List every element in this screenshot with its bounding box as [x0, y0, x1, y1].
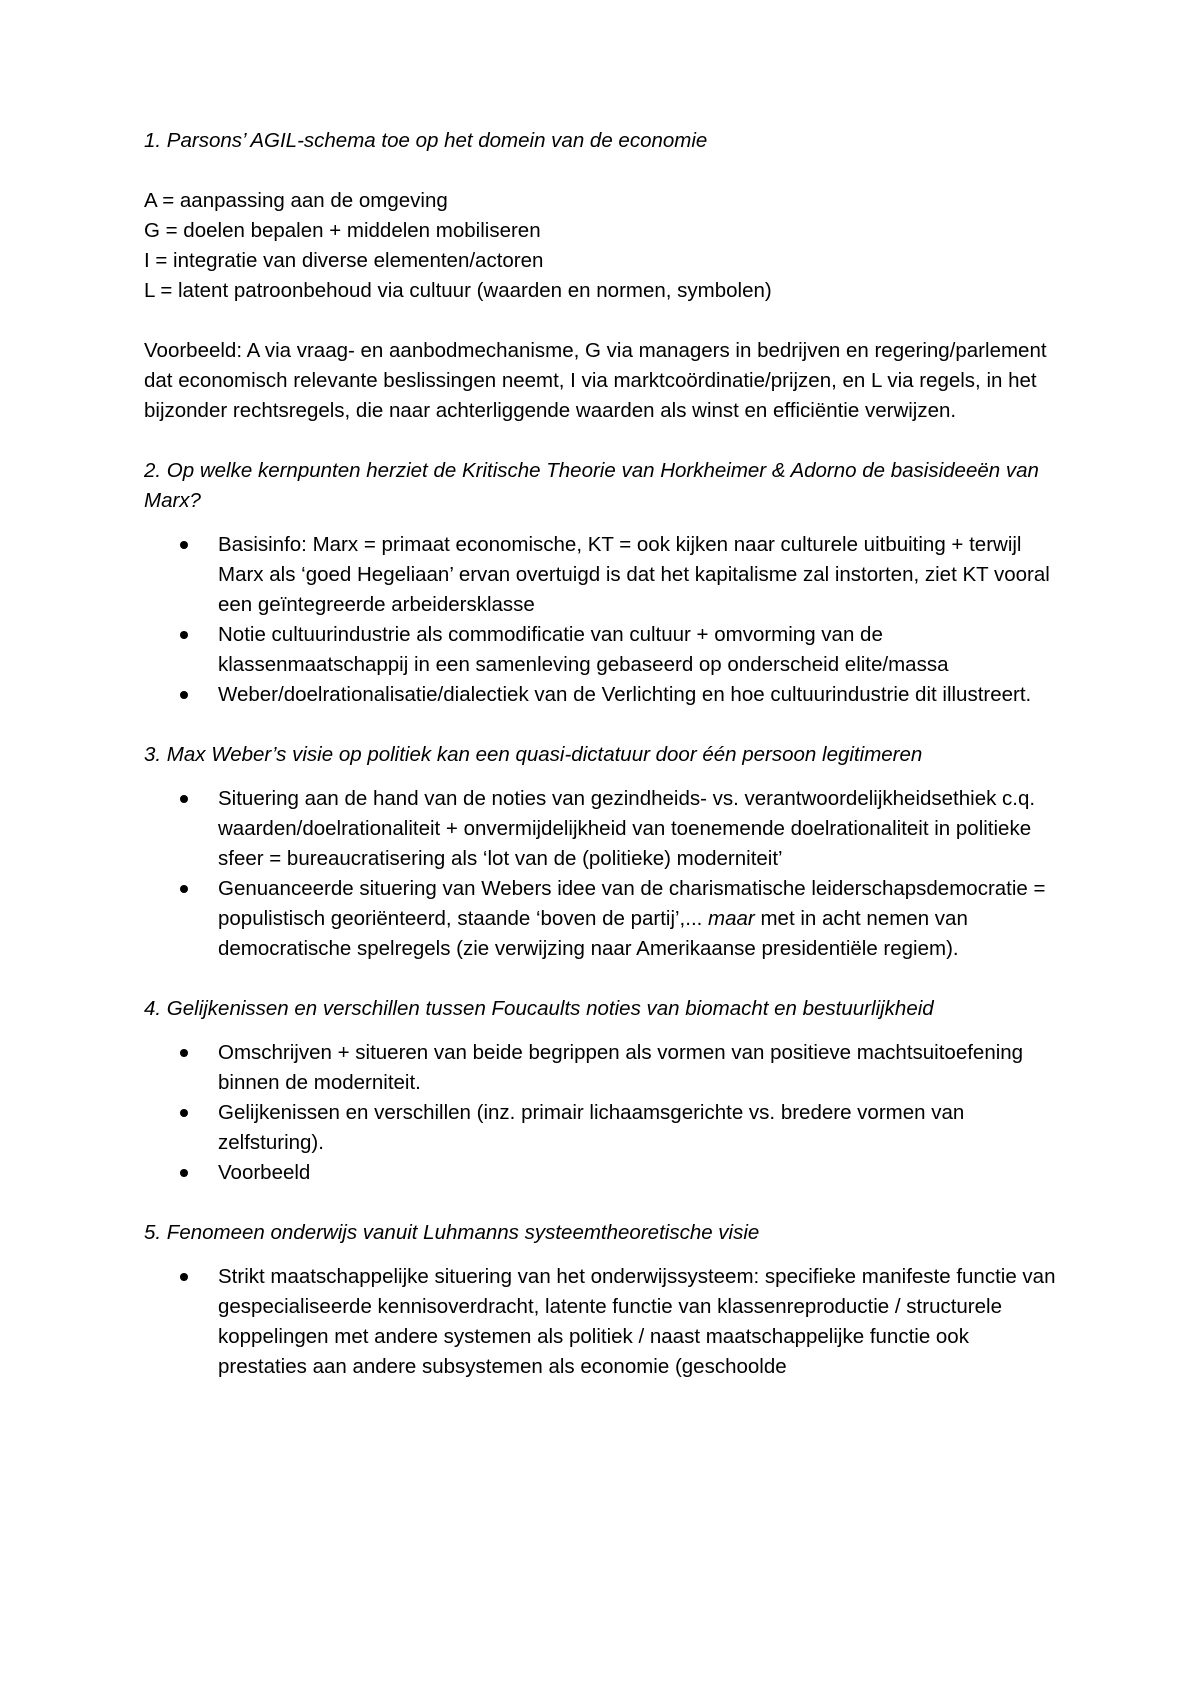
agil-line-a: A = aanpassing aan de omgeving [144, 189, 448, 212]
question-4-bullet-list [144, 1038, 1060, 1188]
list-item: Gelijkenissen en verschillen (inz. primair lichaamsgerichte vs. bredere vormen van zelfsturing). [218, 1098, 1060, 1158]
list-item: Basisinfo: Marx = primaat economische, KT = ook kijken naar culturele uitbuiting + terwijl Marx als ‘goed Hegeliaan’ ervan overtuigd is dat het kapitalisme zal instorten, ziet KT vooral een geïntegreerde arbeidersklasse [218, 530, 1060, 620]
agil-line-g: G = doelen bepalen + middelen mobiliseren [144, 219, 541, 242]
spacer [144, 710, 1060, 740]
agil-line-l: L = latent patroonbehoud via cultuur (waarden en normen, symbolen) [144, 279, 772, 302]
spacer [144, 516, 1060, 530]
question-2-heading: 2. Op welke kernpunten herziet de Kritische Theorie van Horkheimer & Adorno de basisideeën van Marx? [144, 459, 1039, 512]
agil-line-i: I = integratie van diverse elementen/actoren [144, 249, 544, 272]
question-1-heading: 1. Parsons’ AGIL-schema toe op het domein van de economie [144, 129, 708, 152]
question-5-bullet-list [144, 1262, 1060, 1382]
question-5-heading: 5. Fenomeen onderwijs vanuit Luhmanns systeemtheoretische visie [144, 1221, 760, 1244]
list-item: Notie cultuurindustrie als commodificatie van cultuur + omvorming van de klassenmaatschappij in een samenleving gebaseerd op onderscheid elite/massa [218, 620, 1060, 680]
spacer [144, 156, 1060, 186]
spacer [144, 1024, 1060, 1038]
list-item [218, 874, 1060, 964]
spacer [144, 426, 1060, 456]
list-item: Strikt maatschappelijke situering van het onderwijssysteem: specifieke manifeste functie van gespecialiseerde kennisoverdracht, latente functie van klassenreproductie / structurele koppelingen met andere systemen als politiek / naast maatschappelijke functie ook prestaties aan andere subsystemen als economie (geschoolde [218, 1262, 1060, 1382]
spacer [144, 770, 1060, 784]
question-3-bullet-list [144, 784, 1060, 964]
list-item: Voorbeeld [218, 1158, 1060, 1188]
spacer [144, 1248, 1060, 1262]
question-4-heading: 4. Gelijkenissen en verschillen tussen Foucaults noties van biomacht en bestuurlijkheid [144, 997, 934, 1020]
question-1-example: Voorbeeld: A via vraag- en aanbodmechanisme, G via managers in bedrijven en regering/parlement dat economisch relevante beslissingen neemt, I via marktcoördinatie/prijzen, en L via regels, in het bijzonder rechtsregels, die naar achterliggende waarden als winst en efficiëntie verwijzen. [144, 339, 1047, 422]
list-item: Weber/doelrationalisatie/dialectiek van de Verlichting en hoe cultuurindustrie dit illustreert. [218, 680, 1060, 710]
spacer [144, 964, 1060, 994]
list-item: Omschrijven + situeren van beide begrippen als vormen van positieve machtsuitoefening binnen de moderniteit. [218, 1038, 1060, 1098]
question-3-heading: 3. Max Weber’s visie op politiek kan een quasi-dictatuur door één persoon legitimeren [144, 743, 923, 766]
spacer [144, 1188, 1060, 1218]
list-item-text: Genuanceerde situering van Webers idee van de charismatische leiderschapsdemocratie = populistisch georiënteerd, staande ‘boven de partij’,... [218, 877, 1046, 930]
list-item: Situering aan de hand van de noties van gezindheids- vs. verantwoordelijkheidsethiek c.q. waarden/doelrationaliteit + onvermijdelijkheid van toenemende doelrationaliteit in politieke sfeer = bureaucratisering als ‘lot van de (politieke) moderniteit’ [218, 784, 1060, 874]
question-2-bullet-list [144, 530, 1060, 710]
spacer [144, 306, 1060, 336]
list-item-text-continued: met in acht nemen van democratische spelregels (zie verwijzing naar Amerikaanse presidentiële regiem). [218, 907, 968, 960]
emphasis-text: maar [708, 907, 755, 930]
